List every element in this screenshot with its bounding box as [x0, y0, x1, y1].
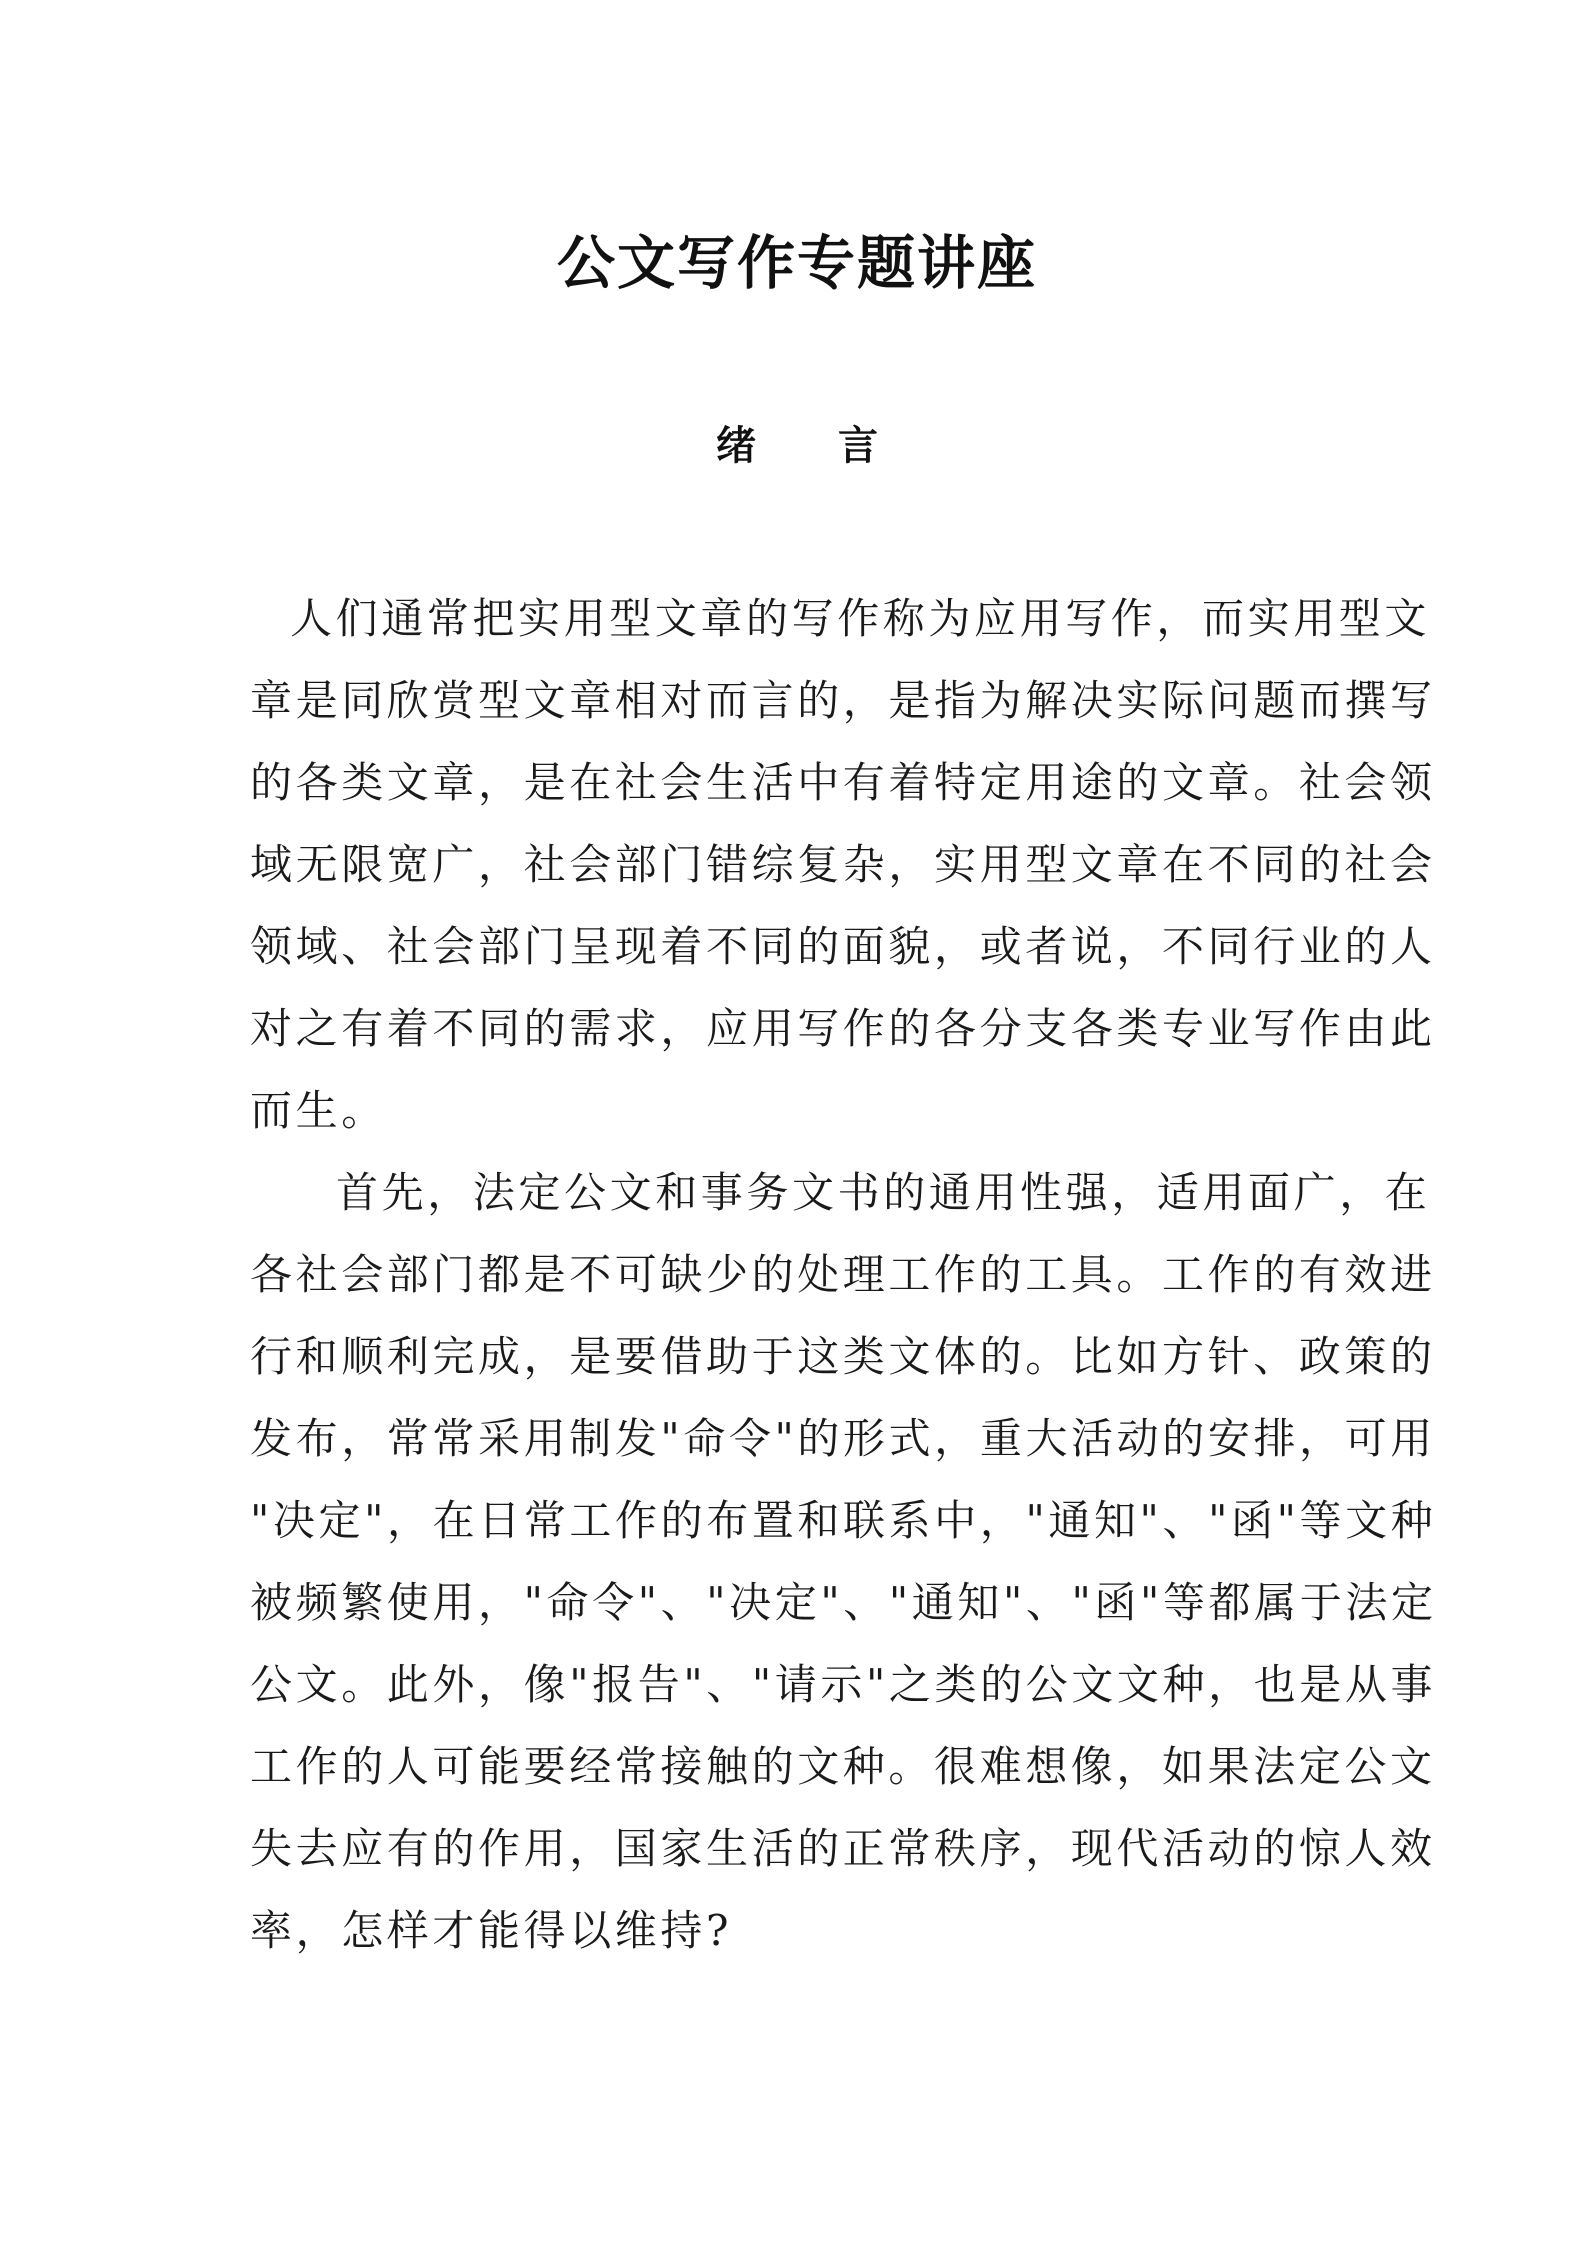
- paragraph: [250, 1152, 1437, 1972]
- paragraph-line: 领域、社会部门呈现着不同的面貌，或者说，不同行业的人: [250, 922, 1436, 971]
- paragraph-line: 被频繁使用，"命令"、"决定"、"通知"、"函"等都属于法定: [250, 1578, 1437, 1627]
- paragraph-line: 工作的人可能要经常接触的文种。很难想像，如果法定公文: [250, 1742, 1436, 1791]
- paragraph-line: 行和顺利完成，是要借助于这类文体的。比如方针、政策的: [250, 1332, 1436, 1381]
- paragraph-line: 发布，常常采用制发"命令"的形式，重大活动的安排，可用: [250, 1414, 1436, 1463]
- paragraph-line: 域无限宽广，社会部门错综复杂，实用型文章在不同的社会: [250, 840, 1436, 889]
- paragraph-line: 而生。: [250, 1086, 387, 1135]
- paragraph-line: 人们通常把实用型文章的写作称为应用写作，而实用型文: [290, 594, 1431, 643]
- paragraph-line: 对之有着不同的需求，应用写作的各分支各类专业写作由此: [250, 1004, 1436, 1053]
- paragraph-line: 各社会部门都是不可缺少的处理工作的工具。工作的有效进: [250, 1250, 1436, 1299]
- paragraph-line: 的各类文章，是在社会生活中有着特定用途的文章。社会领: [250, 758, 1436, 807]
- paragraph-line: "决定"，在日常工作的布置和联系中，"通知"、"函"等文种: [250, 1496, 1437, 1545]
- paragraph: [250, 578, 1436, 1152]
- section-heading: 绪言: [716, 423, 960, 469]
- paragraph-line: 失去应有的作用，国家生活的正常秩序，现代活动的惊人效: [250, 1824, 1436, 1873]
- document-body: [250, 578, 1437, 1972]
- paragraph-line: 首先，法定公文和事务文书的通用性强，适用面广，在: [336, 1168, 1431, 1217]
- paragraph-line: 章是同欣赏型文章相对而言的，是指为解决实际问题而撰写: [250, 676, 1436, 725]
- document-title: 公文写作专题讲座: [556, 229, 1037, 297]
- paragraph-line: 率，怎样才能得以维持?: [250, 1906, 733, 1955]
- paragraph-line: 公文。此外，像"报告"、"请示"之类的公文文种，也是从事: [250, 1660, 1437, 1709]
